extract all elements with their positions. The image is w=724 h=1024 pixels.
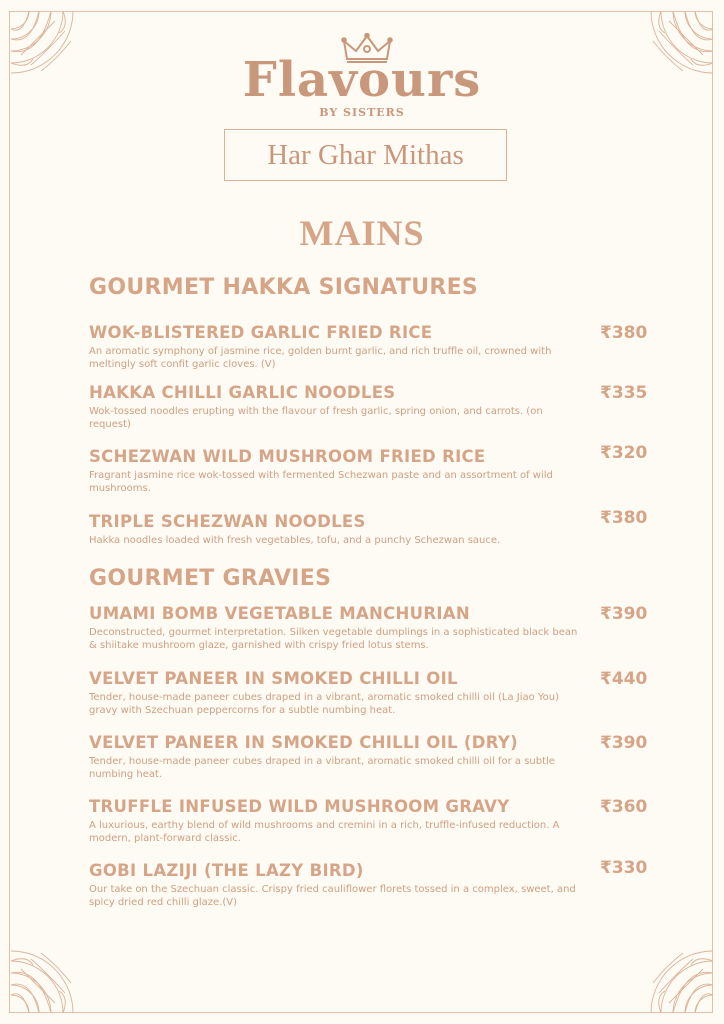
menu-item — [89, 508, 648, 547]
mandala-corner-icon — [11, 943, 81, 1013]
item-name: HAKKA CHILLI GARLIC NOODLES — [89, 383, 396, 402]
subtitle: Har Ghar Mithas — [267, 138, 464, 171]
item-name: VELVET PANEER IN SMOKED CHILLI OIL (DRY) — [89, 733, 518, 752]
menu-item — [89, 323, 648, 371]
item-price: ₹380 — [600, 508, 648, 528]
item-description: Tender, house-made paneer cubes draped in a vibrant, aromatic smoked chilli oil (La Jiao You) gravy with Szechuan peppercorns for a subtle numbing heat. — [89, 692, 560, 716]
item-description: Our take on the Szechuan classic. Crispy fried cauliflower florets tossed in a complex, sweet, and spicy dried red chilli glaze.(V) — [89, 884, 576, 908]
item-price: ₹390 — [600, 733, 648, 753]
item-name: VELVET PANEER IN SMOKED CHILLI OIL — [89, 669, 458, 688]
item-price: ₹390 — [600, 604, 648, 624]
item-description: An aromatic symphony of jasmine rice, golden burnt garlic, and rich truffle oil, crowned with meltingly soft confit garlic cloves. (V) — [89, 346, 552, 370]
item-name: WOK-BLISTERED GARLIC FRIED RICE — [89, 323, 433, 342]
menu-item — [89, 383, 648, 431]
menu-item — [89, 669, 648, 717]
item-price: ₹320 — [600, 443, 648, 463]
item-description: Wok-tossed noodles erupting with the flavour of fresh garlic, spring onion, and carrots. (on request) — [89, 406, 543, 430]
menu-item — [89, 797, 648, 845]
item-description: A luxurious, earthy blend of wild mushrooms and cremini in a rich, truffle-infused reduction. A modern, plant-forward classic. — [89, 820, 560, 844]
item-price: ₹440 — [600, 669, 648, 689]
item-name: TRIPLE SCHEZWAN NOODLES — [89, 512, 366, 531]
item-description: Deconstructed, gourmet interpretation. Silken vegetable dumplings in a sophisticated black bean & shiitake mushroom glaze, garnished with crispy fried lotus stems. — [89, 627, 578, 651]
brand-logo: Flavours — [242, 52, 482, 108]
item-price: ₹380 — [600, 323, 648, 343]
item-name: UMAMI BOMB VEGETABLE MANCHURIAN — [89, 604, 470, 623]
section-title: MAINS — [299, 213, 425, 253]
menu-item — [89, 604, 648, 652]
brand-tagline: BY SISTERS — [319, 106, 405, 119]
category-title: GOURMET GRAVIES — [89, 566, 332, 591]
menu-item — [89, 858, 648, 909]
category-title: GOURMET HAKKA SIGNATURES — [89, 275, 479, 300]
menu-item — [89, 443, 648, 495]
item-description: Fragrant jasmine rice wok-tossed with fermented Schezwan paste and an assortment of wild mushrooms. — [89, 470, 553, 494]
item-description: Hakka noodles loaded with fresh vegetables, tofu, and a punchy Schezwan sauce. — [89, 535, 501, 546]
mandala-corner-icon — [643, 943, 713, 1013]
item-name: TRUFFLE INFUSED WILD MUSHROOM GRAVY — [89, 797, 510, 816]
subtitle-box — [224, 129, 507, 181]
item-name: GOBI LAZIJI (THE LAZY BIRD) — [89, 861, 364, 880]
item-price: ₹330 — [600, 858, 648, 878]
menu-item — [89, 733, 648, 781]
item-description: Tender, house-made paneer cubes draped in a vibrant, aromatic smoked chilli oil for a subtle numbing heat. — [89, 756, 555, 780]
item-price: ₹360 — [600, 797, 648, 817]
item-name: SCHEZWAN WILD MUSHROOM FRIED RICE — [89, 447, 486, 466]
item-price: ₹335 — [600, 383, 648, 403]
